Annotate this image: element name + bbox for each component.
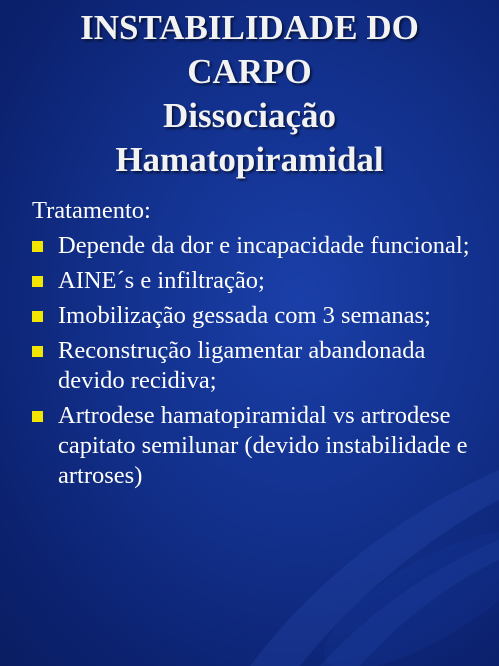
square-bullet-icon	[32, 311, 43, 322]
title-line-1: INSTABILIDADE DO	[80, 8, 419, 47]
bullet-item	[32, 401, 494, 491]
square-bullet-icon	[32, 411, 43, 422]
bullet-item	[32, 301, 494, 331]
title-line-3: Dissociação	[162, 96, 337, 135]
bullet-item	[32, 336, 494, 396]
square-bullet-icon	[32, 276, 43, 287]
slide-body	[32, 196, 494, 496]
square-bullet-icon	[32, 241, 43, 252]
title-line-2: CARPO	[187, 52, 312, 91]
bullet-text: Depende da dor e incapacidade funcional;	[58, 232, 470, 259]
treatment-heading: Tratamento:	[32, 197, 151, 224]
title-line-4: Hamatopiramidal	[115, 140, 384, 179]
bullet-text: Reconstrução ligamentar abandonada devido recidiva;	[58, 337, 426, 394]
slide-title	[0, 6, 499, 182]
bullet-list	[32, 231, 494, 491]
bullet-text: AINE´s e infiltração;	[58, 267, 265, 294]
bullet-text: Artrodese hamatopiramidal vs artrodese capitato semilunar (devido instabilidade e artroses)	[58, 402, 468, 489]
square-bullet-icon	[32, 346, 43, 357]
bullet-item	[32, 266, 494, 296]
bullet-item	[32, 231, 494, 261]
bullet-text: Imobilização gessada com 3 semanas;	[58, 302, 431, 329]
